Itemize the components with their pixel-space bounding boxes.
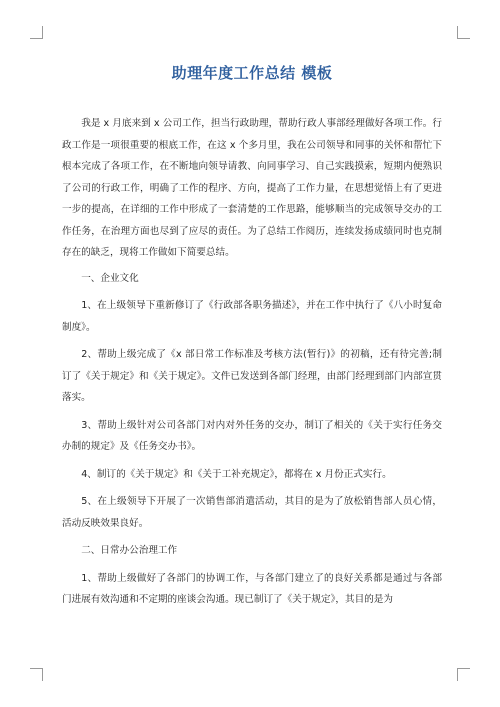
list-item-paragraph: 1、帮助上级做好了各部门的协调工作，与各部门建立了的良好关系都是通过与各部门进展有效沟通和不定期的座谈会沟通。现已制订了《关于规定》，其目的是为 [62,572,442,605]
section-heading-daily-office: 二、日常办公治理工作 [81,545,178,556]
crop-mark-bottom-left [30,668,43,681]
crop-mark-top-left [30,26,43,39]
document-body [62,113,442,611]
list-item-paragraph: 4、制订的《关于规定》和《关于工补充规定》，都将在 x 月份正式实行。 [81,468,392,480]
list-item-paragraph: 3、帮助上级针对公司各部门对内对外任务的交办，制订了相关的《关于实行任务交办制的规定》及《任务交办书》。 [62,419,442,452]
crop-mark-bottom-right [457,668,470,681]
document-page [62,62,442,617]
document-title: 助理年度工作总结 模板 [171,64,333,82]
section-heading-corporate-culture: 一、企业文化 [81,272,139,284]
list-item-paragraph: 2、帮助上级完成了《x 部日常工作标准及考核方法(暂行)》的初稿，还有待完善;制订了《关于规定》和《关于规定》。文件已发送到各部门经理，由部门经理到部门内部宣贯落实。 [62,349,442,403]
list-item-paragraph: 5、在上级领导下开展了一次销售部消遣活动，其目的是为了放松销售部人员心情，活动反映效果良好。 [62,496,442,529]
crop-mark-top-right [457,26,470,39]
intro-paragraph: 我是 x 月底来到 x 公司工作，担当行政助理，帮助行政人事部经理做好各项工作。行政工作是一项很重要的根底工作，在这 x 个多月里，我在公司领导和同事的关怀和帮忙下根本完成了各项工作，在不断地向领导请教、向同事学习、自己实践摸索，短期内便熟识了公司的行政工作，明确了工作的程序、方向，提高了工作力量，在思想觉悟上有了更进一步的提高，在详细的工作中形成了一套清楚的工作思路，能够顺当的完成领导交办的工作任务，在治理方面也尽到了应尽的责任。为了总结工作阅历，连续发扬成绩同时也克制存在的缺乏，现将工作做如下简要总结。 [62,118,442,258]
list-item-paragraph: 1、在上级领导下重新修订了《行政部各职务描述》，并在工作中执行了《八小时复命制度》。 [62,300,442,333]
